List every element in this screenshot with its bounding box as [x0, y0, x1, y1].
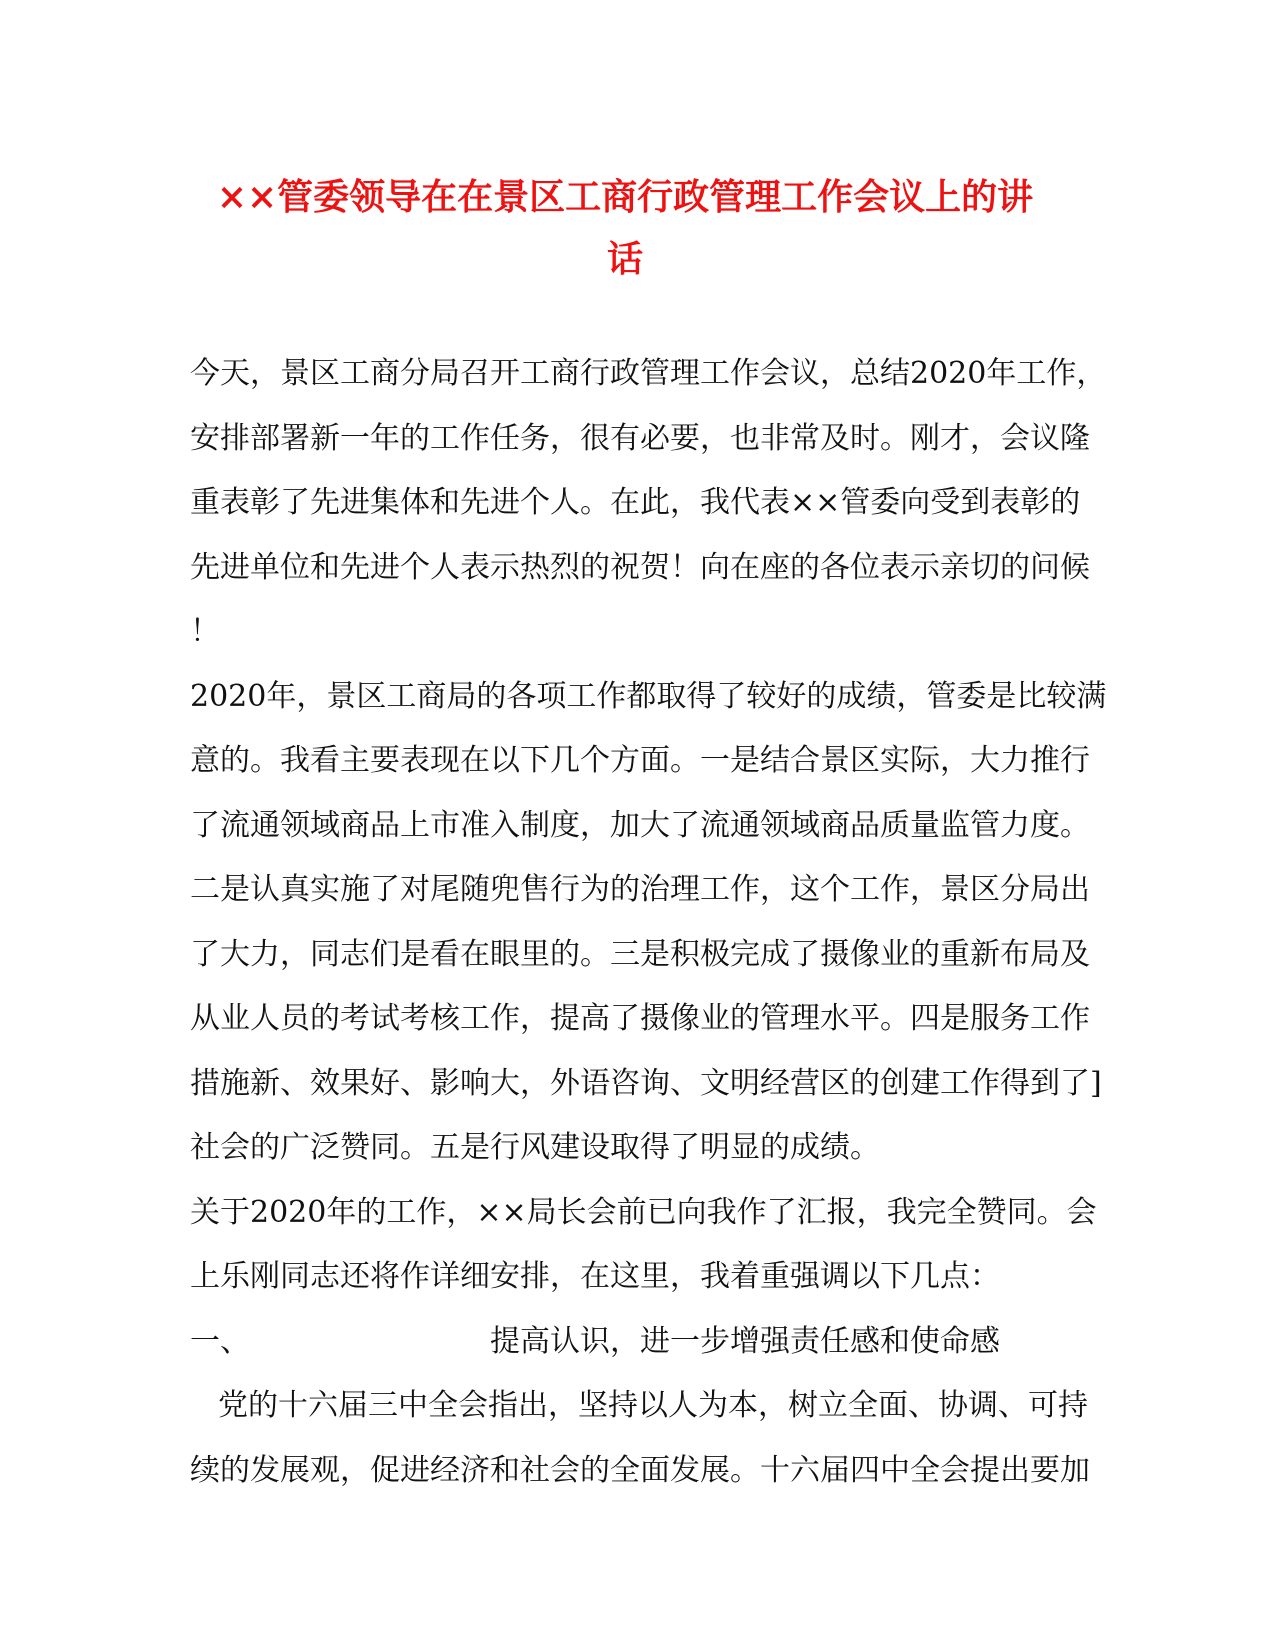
body-line: 了大力，同志们是看在眼里的。三是积极完成了摄像业的重新布局及 [190, 936, 1090, 972]
body-line: 二是认真实施了对尾随兜售行为的治理工作，这个工作，景区分局出 [190, 872, 1090, 907]
body-line: 了流通领域商品上市准入制度，加大了流通领域商品质量监管力度。 [190, 807, 1090, 843]
body-line: 2020年，景区工商局的各项工作都取得了较好的成绩，管委是比较满 [190, 678, 1107, 714]
body-line: ！ [190, 614, 220, 649]
body-line: 续的发展观，促进经济和社会的全面发展。十六届四中全会提出要加 [190, 1452, 1090, 1488]
body-line: 意的。我看主要表现在以下几个方面。一是结合景区实际，大力推行 [190, 743, 1090, 778]
body-line: 今天，景区工商分局召开工商行政管理工作会议，总结2020年工作， [190, 356, 1107, 391]
body-line: 重表彰了先进集体和先进个人。在此，我代表××管委向受到表彰的 [190, 485, 1081, 520]
document-body [190, 342, 1107, 1503]
title-line-2: 话 [606, 238, 643, 280]
body-line: 关于2020年的工作，××局长会前已向我作了汇报，我完全赞同。会 [190, 1194, 1097, 1230]
title-line-1: ××管委领导在在景区工商行政管理工作会议上的讲 [216, 176, 1034, 218]
body-line: 先进单位和先进个人表示热烈的祝贺！向在座的各位表示亲切的问候 [190, 549, 1090, 585]
section-heading [190, 1310, 1070, 1375]
section-heading-number: 一、 [190, 1323, 250, 1359]
body-line: 党的十六届三中全会指出，坚持以人为本，树立全面、协调、可持 [218, 1388, 1088, 1423]
body-line: 措施新、效果好、影响大，外语咨询、文明经营区的创建工作得到了] [190, 1065, 1102, 1101]
body-line: 从业人员的考试考核工作，提高了摄像业的管理水平。四是服务工作 [190, 1001, 1090, 1036]
document-title [180, 166, 1070, 290]
section-heading-text: 提高认识，进一步增强责任感和使命感 [490, 1323, 1000, 1359]
body-line: 上乐刚同志还将作详细安排，在这里，我着重强调以下几点： [190, 1259, 1000, 1294]
body-line: 安排部署新一年的工作任务，很有必要，也非常及时。刚才，会议隆 [190, 420, 1090, 456]
body-line: 社会的广泛赞同。五是行风建设取得了明显的成绩。 [190, 1130, 880, 1165]
